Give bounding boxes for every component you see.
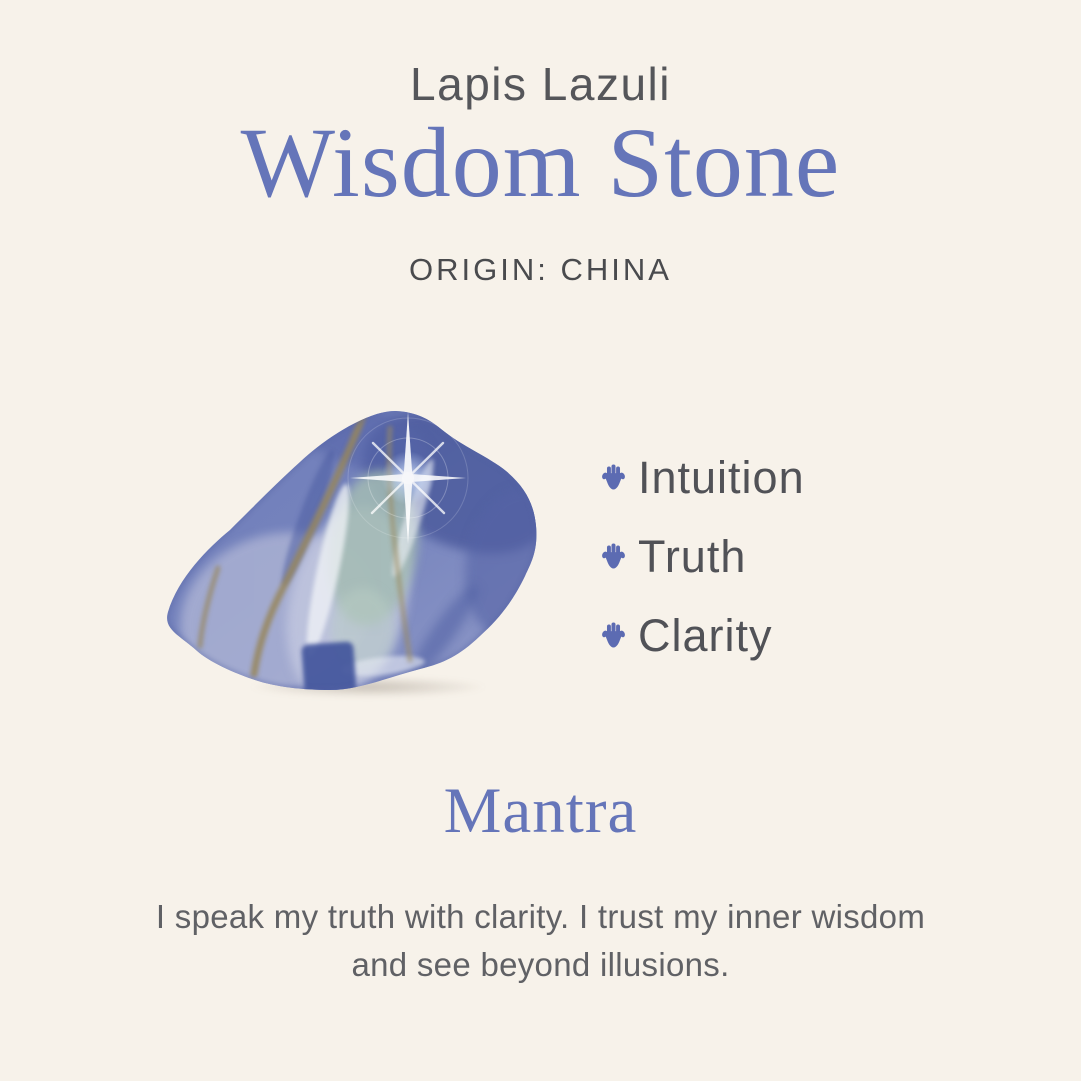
mantra-line-2: and see beyond illusions. [351,946,730,983]
origin-label: ORIGIN: CHINA [409,252,672,287]
hamsa-icon [602,464,625,490]
properties-list [602,452,805,689]
hamsa-icon [602,622,625,648]
mantra-line-1: I speak my truth with clarity. I trust my inner wisdom [155,898,926,935]
property-label: Clarity [638,609,773,661]
lapis-lazuli-stone-illustration [158,398,558,708]
property-label: Truth [638,530,747,582]
hamsa-icon [602,543,625,569]
property-label: Intuition [638,451,805,503]
property-item-clarity [602,610,805,660]
mantra-text [0,893,1081,989]
mantra-heading: Mantra [443,775,638,847]
property-item-intuition [602,452,805,502]
crystal-name: Lapis Lazuli [410,58,671,110]
property-item-truth [602,531,805,581]
page-title: Wisdom Stone [240,107,841,218]
